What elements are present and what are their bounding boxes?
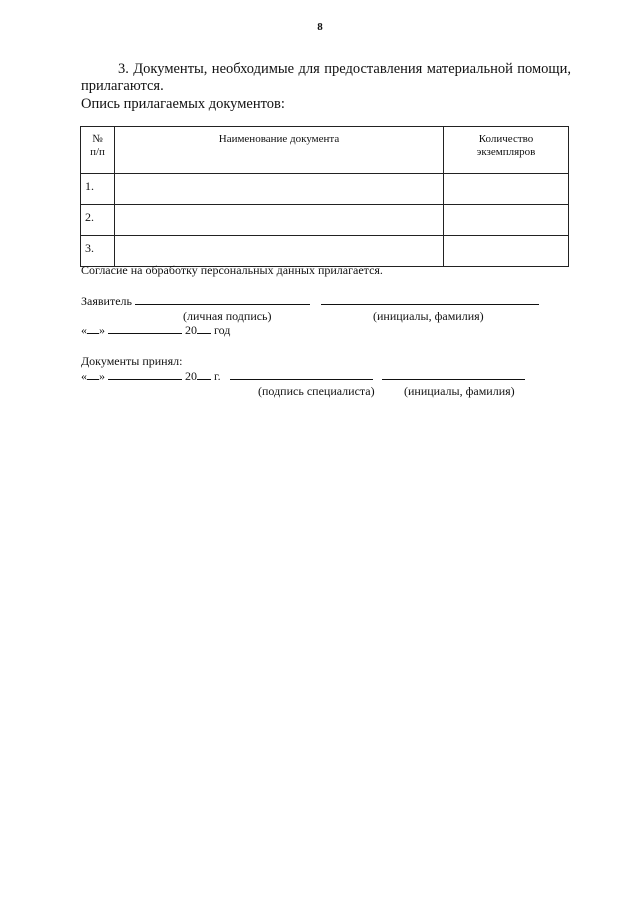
specialist-name-field[interactable] xyxy=(382,369,525,380)
documents-inventory-table xyxy=(80,126,569,267)
header-number-line2: п/п xyxy=(90,146,105,158)
table-row xyxy=(81,205,569,236)
accepted-month-field[interactable] xyxy=(108,369,182,380)
page-number: 8 xyxy=(317,21,323,33)
accepted-label: Документы принял: xyxy=(81,354,183,368)
applicant-month-field[interactable] xyxy=(108,323,182,334)
row-number: 2. xyxy=(81,205,115,236)
specialist-name-caption: (инициалы, фамилия) xyxy=(404,384,515,398)
applicant-day-field[interactable] xyxy=(87,323,99,334)
applicant-year-suffix: год xyxy=(214,323,231,337)
applicant-year-prefix: 20 xyxy=(185,323,197,337)
row-document-name[interactable] xyxy=(115,205,444,236)
accepted-quote-close: » xyxy=(99,369,105,383)
table-row xyxy=(81,174,569,205)
documents-item xyxy=(81,61,571,95)
row-document-name[interactable] xyxy=(115,174,444,205)
applicant-signature-caption: (личная подпись) xyxy=(183,309,272,323)
row-quantity[interactable] xyxy=(444,205,569,236)
specialist-signature-caption: (подпись специалиста) xyxy=(258,384,375,398)
row-quantity[interactable] xyxy=(444,174,569,205)
applicant-name-field[interactable] xyxy=(321,294,539,305)
accepted-year-prefix: 20 xyxy=(185,369,197,383)
row-document-name[interactable] xyxy=(115,236,444,267)
accepted-date-line xyxy=(81,369,525,383)
accepted-day-field[interactable] xyxy=(87,369,99,380)
header-number xyxy=(81,127,115,174)
specialist-signature-field[interactable] xyxy=(230,369,373,380)
applicant-signature-field[interactable] xyxy=(135,294,310,305)
header-document-name xyxy=(115,127,444,174)
applicant-signature-line xyxy=(81,294,539,308)
consent-text: Согласие на обработку персональных данных прилагается. xyxy=(81,263,383,277)
accepted-year-field[interactable] xyxy=(197,369,211,380)
header-quantity-line1: Количество xyxy=(478,133,534,145)
applicant-quote-open: « xyxy=(81,323,87,337)
applicant-date-line xyxy=(81,323,230,337)
header-number-line1: № xyxy=(92,133,103,145)
applicant-quote-close: » xyxy=(99,323,105,337)
applicant-label: Заявитель xyxy=(81,294,132,308)
header-quantity xyxy=(444,127,569,174)
inventory-heading: Опись прилагаемых документов: xyxy=(81,96,285,112)
header-quantity-line2: экземпляров xyxy=(476,146,536,158)
row-number: 3. xyxy=(81,236,115,267)
table-header-row xyxy=(81,127,569,174)
applicant-year-field[interactable] xyxy=(197,323,211,334)
documents-item-text: 3. Документы, необходимые для предоставления материальной помощи, прилагаются. xyxy=(81,61,571,94)
applicant-name-caption: (инициалы, фамилия) xyxy=(373,309,484,323)
accepted-quote-open: « xyxy=(81,369,87,383)
table-row xyxy=(81,236,569,267)
row-quantity[interactable] xyxy=(444,236,569,267)
accepted-year-suffix: г. xyxy=(214,369,221,383)
header-document-name-text: Наименование документа xyxy=(218,133,340,145)
row-number: 1. xyxy=(81,174,115,205)
